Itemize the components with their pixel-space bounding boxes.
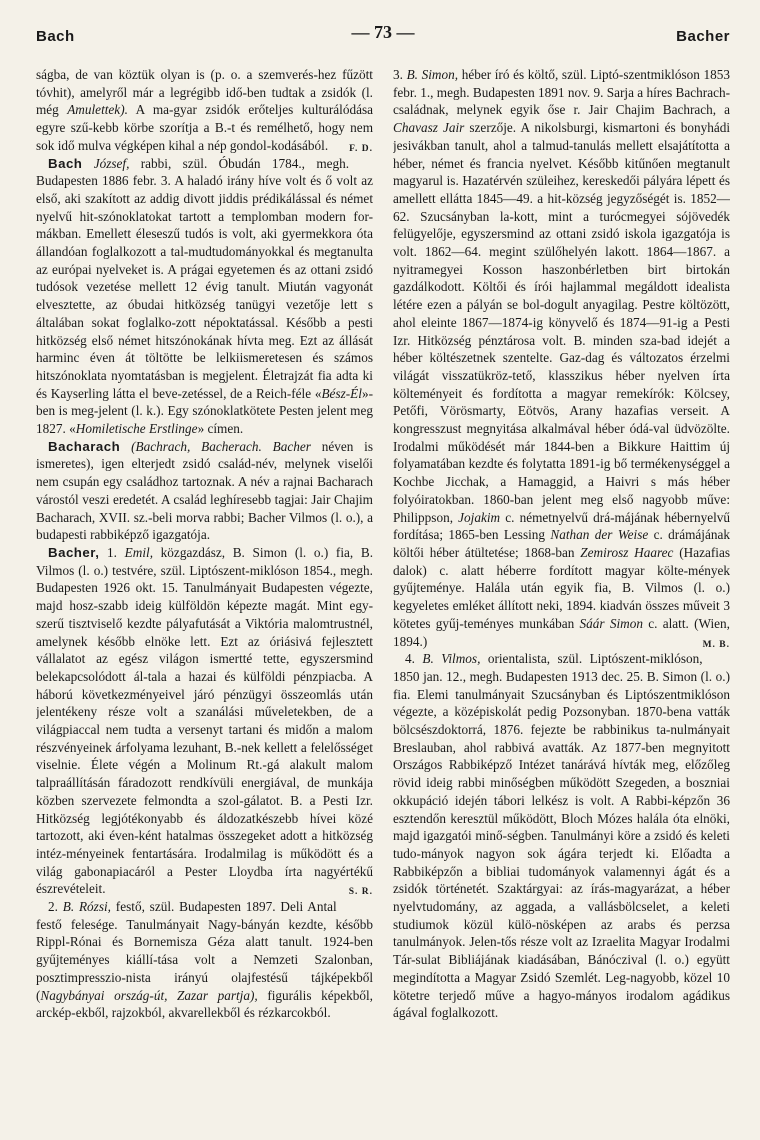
right-column [393,66,730,1022]
entry-bacharach: Bacharach (Bachrach, Bacherach. Bacher néven is ismeretes), igen elterjedt zsidó család-név, melynek viselői nem csupán egy családhoz tartoznak. A név a rajnai Bacharach várostól veszi eredetét. A család leghíresebb tagjai: Jair Chajim Bacharach, XVII. sz.-beli morva rabbi; Bacher Vilmos (l. o.), a budapesti rabbiképző igazgatója. [36,438,373,543]
two-column-body [36,66,730,1022]
author-signature: F. D. [349,143,373,154]
entry-bacher-rozsi: 2. B. Rózsi, festő, szül. Budapesten 1897. Deli Antal festő felesége. Tanulmányait Nagy-bányán kezdte, később Rippl-Rónai és Bornemisza Géza alatt tanult. 1924-ben gyűjteményes kiállí-tása volt a Nemzeti Szalonban, posztimpresszio-nista irányú olajfestésű tájképekből (Nagybányai ország-út, Zazar partja), figurális képekből, arckép-ekből, rajzokból, akvarellekből és rézkarcokból. [36,899,373,1021]
running-header [36,22,730,48]
entry-continuation: ságba, de van köztük olyan is (p. o. a szemverés-hez fűzött tóvhit), amelyről már a legrégibb idő-ben tudtak a zsidók (l. még Amulettek). A ma-gyar zsidók erőteljes kulturálódása egyre szű-kebb körbe szorítja a B.-t és remélhető, hogy nem sok idő mulva végképen kihal a nép gondol-kodásából. F. D. [36,66,373,155]
headword: Bacharach [48,438,121,454]
headword: Bacher, [48,544,100,560]
header-left-word: Bach [36,28,75,45]
entry-bacher-vilmos: 4. B. Vilmos, orientalista, szül. Liptószent-miklóson, 1850 jan. 12., megh. Budapesten 1913 dec. 25. B. Simon (l. o.) fia. Elemi tanulmányait Szucsányban és Liptószentmiklóson végezte, a középiskolát pedig Pozsonyban. 1870-bena vatták bölcsészdoktorrá, 1876. fejezte be rabbinikus ta-nulmányait Breslauban, ahol rabbivá avatták. Az 1877-ben megnyitott Országos Rabbiképző Intézet tanárává hívták meg, előzőleg rövid ideig rabbi minőségben működött Szegeden, a boszniai okkupáció idején tábori lelkész is volt. A Rabbi-képzőn 36 esztendőn keresztül működött, Bloch Mózes halála óta elnöki, majd igazgatói minő-ségben. Tanulmányi köre a zsidó és keleti tudo-mányok nagyon sok ágára terjedt ki. Előadta a Rabbiképzőn a bibliai tudományok valamennyi ágát és a zsidók történetét. Szaktárgyai: az írás-magyarázat, a héber nyelvtudomány, az aggada, a vallásbölcselet, a keleti studiumok közül külö-nösképen az arabs és perzsa tanulmányok. Jelen-tős része volt az Izraelita Magyar Irodalmi Tár-sulat Bibliájának kiadásában, Bánóczival (l. o.) együtt megindította a Magyar Zsidó Szemlét. Leg-nagyobb, közel 10 kötetre terjedő műve a hagyo-mányos irodalom agádikus ágával foglalkozott. [393,651,730,1021]
author-signature: S. R. [348,887,373,898]
entry-bacher-emil: Bacher, 1. Emil, közgazdász, B. Simon (l. o.) fia, B. Vilmos (l. o.) testvére, szül. Liptószent-miklóson 1854., megh. Budapesten 1926 okt. 15. Tanulmányait Budapesten végezte, majd hosz-szabb ideig külföldön képezte magát. Mint egy-szerű tisztviselő kezdte pályafutását a Viktória malomtrustnél, amelynek később elnöke lett. Ezt az óriásivá fejlesztett vállalatot az egész világon ismertté tette, egyszersmind belekapcsolódott ál-tala a hazai és külföldi pénzpiacba. A háború következményeivel járó pénzügyi összeomlás után jelentékeny része volt a szanálási műveletekben, de a világpiaccal nem tudta a versenyt tartani és midőn a malom részvényeinek árfolyama lezuhant, B.-nek kellett a felelősséget viselnie. Élete végén a Molinum Rt.-gá alakult malom talpraállításán fáradozott rendkívüli energiával, de munkája közben szervezete felmondta a szol-gálatot. B. a Pesti Izr. Hitközség legjótékonyabb és áldozatkészebb hívei közé tartozott, aki éven-ként hatalmas összegeket adott a hitközség intéz-ményeinek fentartására. Irodalmilag is működött és a világ gabonapiacáról a Pester Lloydba írta nagyértékű észrevételeit. S. R. [36,544,373,898]
entry-bacher-simon: 3. B. Simon, héber író és költő, szül. Liptó-szentmiklóson 1853 febr. 1., megh. Budapesten 1891 nov. 9. Sarja a híres Bachrach-családnak, melynek egyik őse r. Jair Chajim Bachrach, a Chavasz Jair szerzője. A nikolsburgi, kismartoni és bonyhádi jesivákban tanult, ahol a talmud-tanulás mellett elsajátította a héber, német és francia nyelvet. Később kitűnően megtanult magyarul is. Hazatérvén szüleihez, kereskedői pályára lépett és amellett ellátta 1845—49. a hit-község jegyzőségét is. 1852—62. Szucsányban la-kott, mint a turócmegyei sójövedék felügyelője, egyszersmind az ottani zsidó iskola igazgatója is volt. 1862—64. megint szülőhelyén lakott. 1864—1867. a nyitramegyei Kosson haszonbérletben birt birtokán gazdálkodott. Költői és írói hajlammal megáldott idealista létére ezen a pályán se bol-dogult anyagilag. Pestre költözött, ahol eleinte 1867—1874-ig könyvelő és 1874—91-ig a Pesti Izr. Hitközség pénztárosa volt. B. minden sza-bad idejét a héber költészetnek szentelte. Gaz-dag és változatos érzelmi világát visszatükröz-tető, klasszikus héber nyelven írta költeményeit és fordította a magyar remekírók: Kölcsey, Petőfi, Vörösmarty, Eötvös, Arany hazafias verseit. A kongresszust megnyitása alkalmával héber ódá-val üdvözölte. Irodalmi működését már 1844-ben a Bikkure Haittim új folyamatában kezdte és folytatta 1891-ig bő termékenységgel a Kochbe Jicchak, a Hamaggid, a Haivri s más héber folyóiratokban. 1860-ban jelent meg első nagyobb műve: Philippson, Jojakim c. németnyelvű drá-májának hébernyelvű fordítása; 1865-ben Lessing Nathan der Weise c. drámájának költői héber átültetése; 1868-ban Zemirosz Haarec (Hazafias dalok) c. alatt héberre fordított magyar költe-mények gyűjteménye. Halála után egyik fia, B. Vilmos (l. o.) kegyeletes emléket állított neki, 1894. kiadván összes műveit 3 kötetes gyűj-teményes munkában Sáár Simon c. alatt. (Wien, 1894.) M. B. [393,66,730,650]
left-column [36,66,373,1022]
author-signature: M. B. [702,639,730,650]
entry-bach-jozsef: Bach József, rabbi, szül. Óbudán 1784., megh. Budapesten 1886 febr. 3. A haladó irány híve volt és ő volt az első, aki szakított az addig divott jiddis prédikálással és német nyelvű hit-szónoklatokat tartott a templomban modern for-mákban. Emellett éleseszű tudós is volt, aki gyermekkora óta állandóan foglalkozott a tal-mudtudományokkal és megtanulta az európai nyelveket is. A prágai egyetemen és az ottani zsidó tudósok vezetése mellett 12 évig tanult. Miután vagyonát elvesztette, az óbudai hitközség tanügyi vezetője lett s általában sokat foglalko-zott népoktatással. Később a pesti hitközség első német hitszónokának hívta meg. Ezt az állását harminc éven át töltötte be lelkiismeretesen és számos hitszónoklata nyomtatásban is megjelent. Életrajzát fia adta ki és Kayserling látta el beve-zetéssel, de a Reich-féle «Bész-Él»-ben is meg-jelent (l. k.). Egy szónoklatkötete Pesten jelent meg 1827. «Homiletische Erstlinge» címen. [36,155,373,437]
header-right-word: Bacher [676,28,730,45]
headword: Bach [48,155,83,171]
page-number: — 73 — [351,22,415,42]
